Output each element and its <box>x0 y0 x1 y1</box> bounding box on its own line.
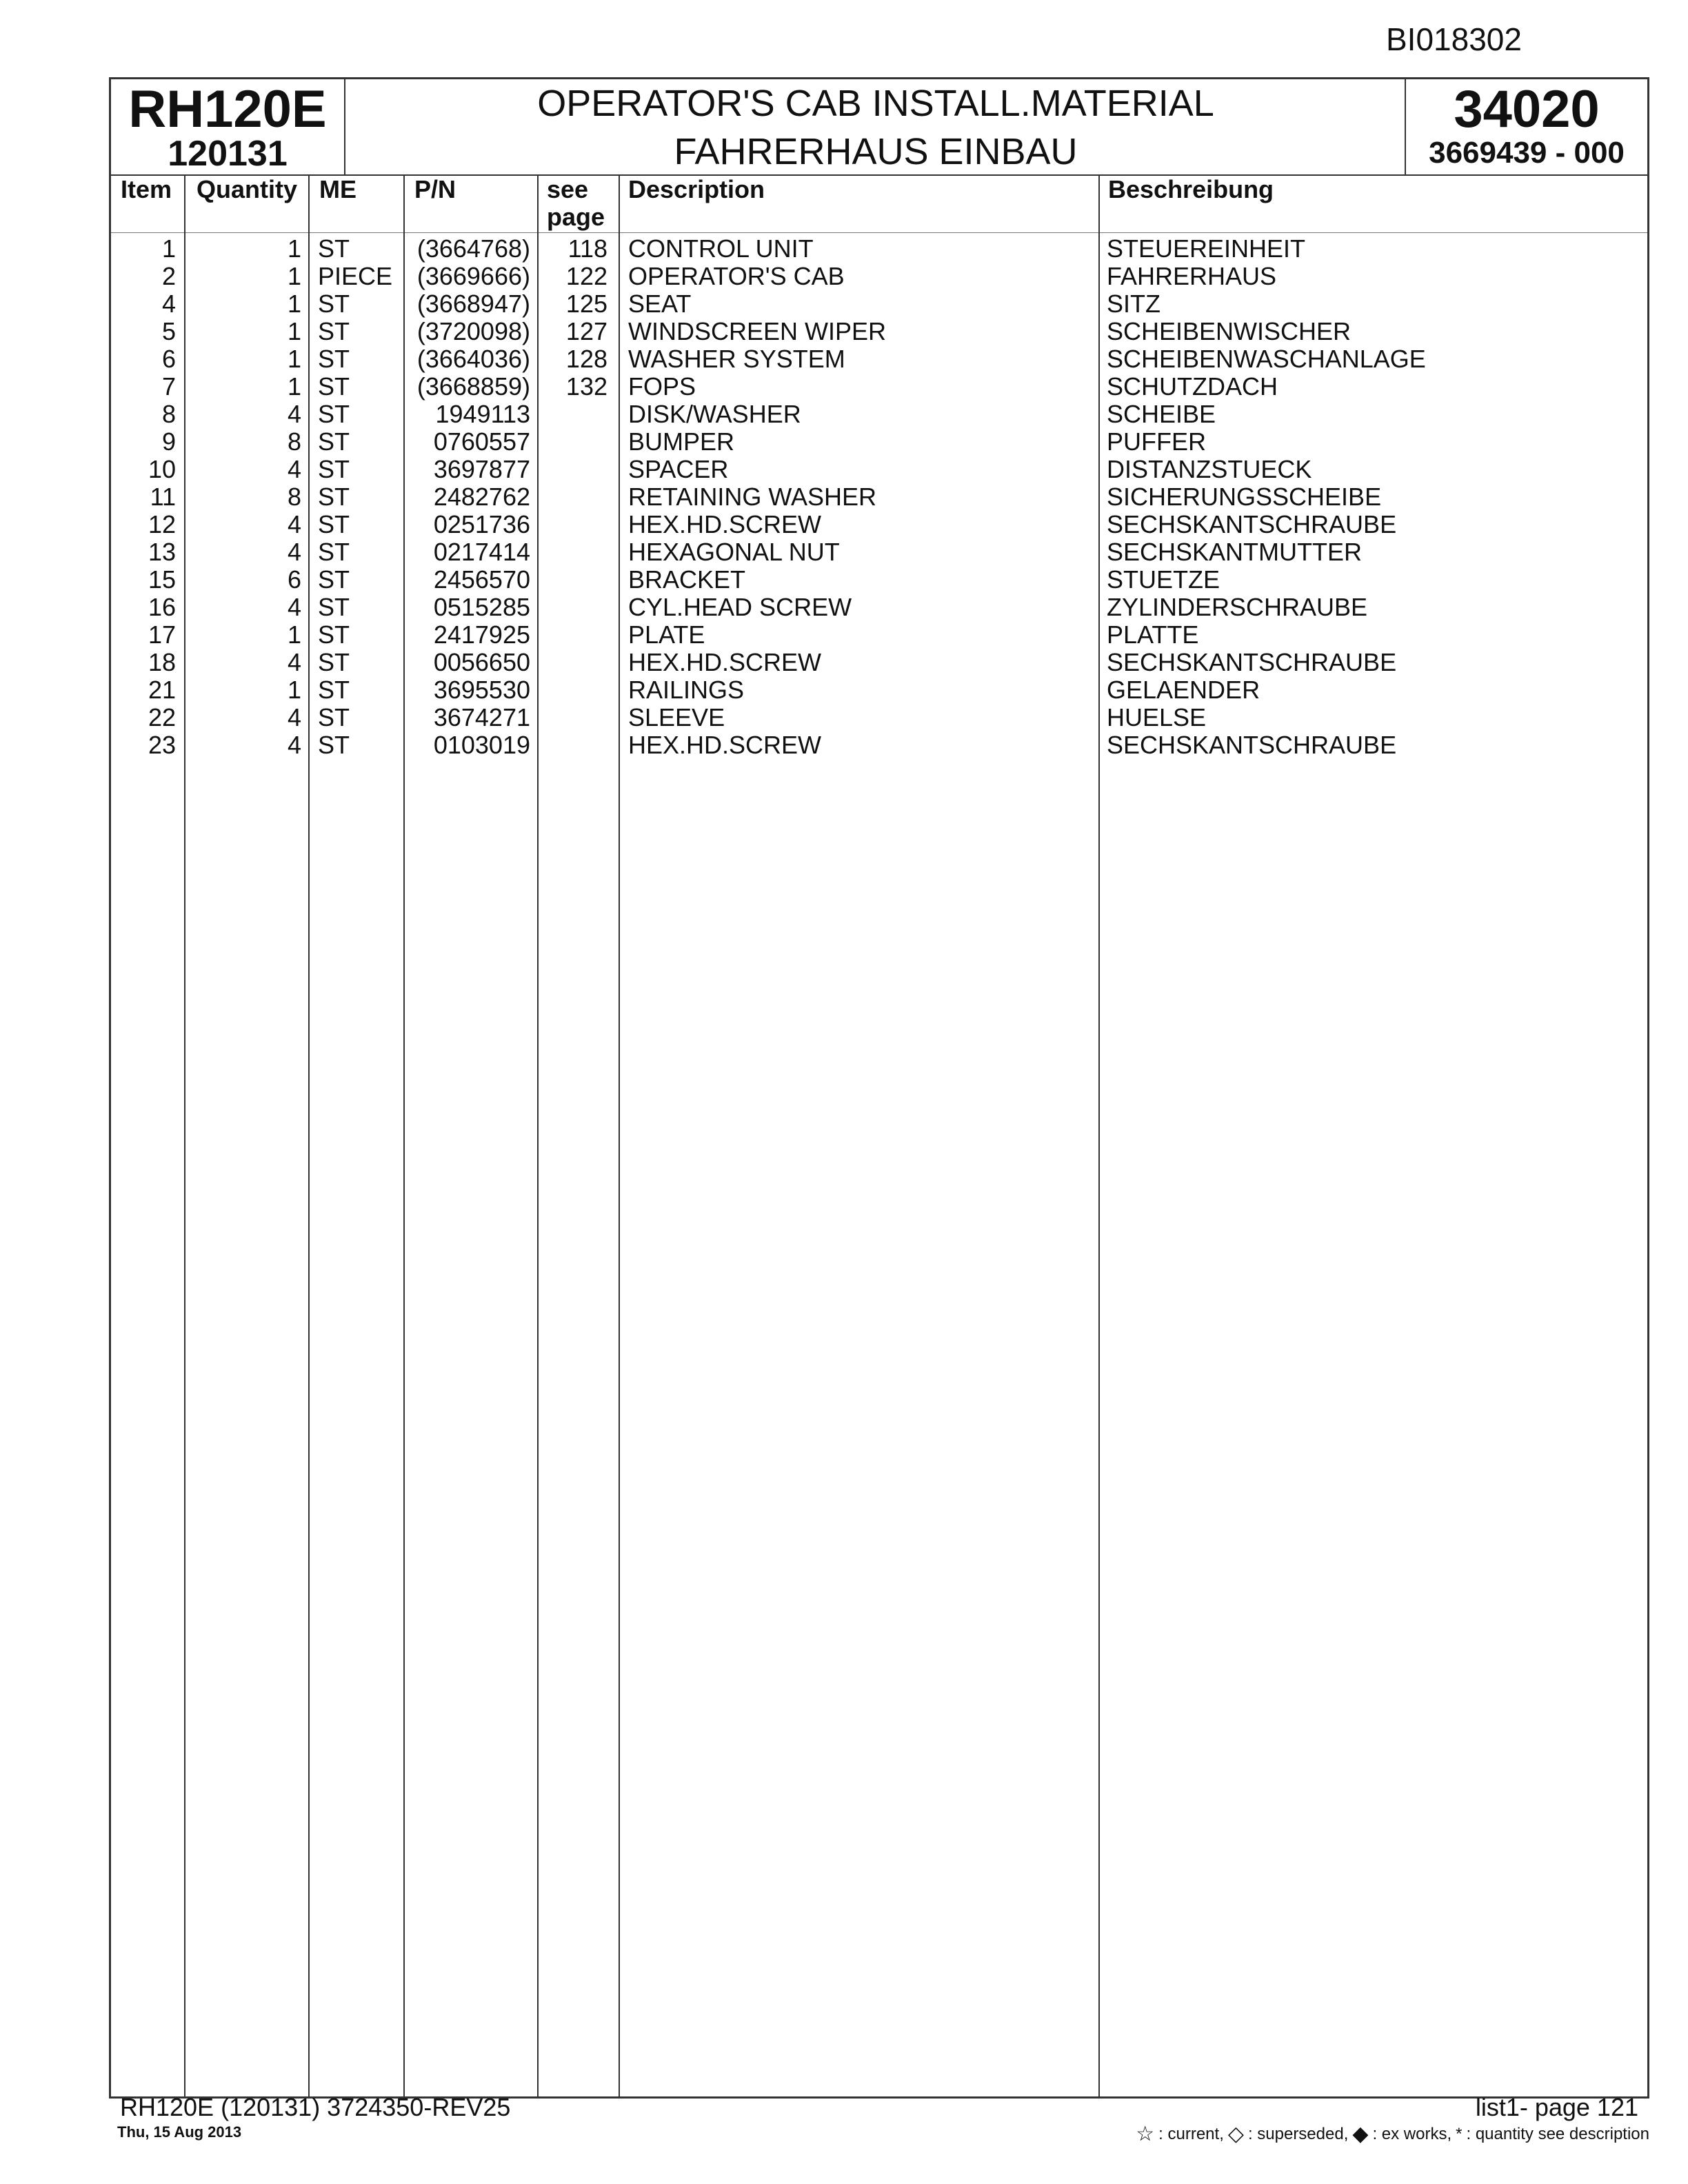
cell-beschreibung: SECHSKANTSCHRAUBE <box>1107 731 1397 759</box>
table-row <box>111 511 1647 538</box>
cell-item: 15 <box>148 565 176 594</box>
cell-item: 22 <box>148 703 176 731</box>
title-german: FAHRERHAUS EINBAU <box>674 131 1078 172</box>
legend-current: : current, <box>1158 2124 1224 2143</box>
cell-description: HEX.HD.SCREW <box>628 510 822 538</box>
cell-quantity: 1 <box>287 345 301 373</box>
legend-ex-works: : ex works, <box>1372 2124 1452 2143</box>
footer-page-reference: list1- page 121 <box>1475 2093 1638 2121</box>
cell-beschreibung: FAHRERHAUS <box>1107 262 1277 290</box>
cell-item: 9 <box>161 427 176 456</box>
cell-me: ST <box>318 565 350 594</box>
table-row <box>111 401 1647 428</box>
cell-quantity: 1 <box>287 290 301 318</box>
legend-superseded: : superseded, <box>1247 2124 1349 2143</box>
cell-part-number: 0056650 <box>433 648 530 676</box>
cell-beschreibung: SECHSKANTMUTTER <box>1107 538 1363 566</box>
table-row <box>111 428 1647 456</box>
cell-part-number: (3664768) <box>416 234 530 263</box>
cell-beschreibung: DISTANZSTUECK <box>1107 455 1312 483</box>
cell-part-number: (3668947) <box>416 290 530 318</box>
cell-description: WINDSCREEN WIPER <box>628 317 887 345</box>
table-row <box>111 345 1647 373</box>
title-english: OPERATOR'S CAB INSTALL.MATERIAL <box>537 83 1214 124</box>
cell-me: ST <box>318 234 350 263</box>
col-header-description: Description <box>628 175 765 203</box>
cell-beschreibung: ZYLINDERSCHRAUBE <box>1107 593 1368 621</box>
cell-part-number: 0515285 <box>433 593 530 621</box>
cell-item: 17 <box>148 620 176 649</box>
cell-part-number: 2417925 <box>433 620 530 649</box>
cell-beschreibung: GELAENDER <box>1107 676 1260 704</box>
cell-me: ST <box>318 648 350 676</box>
cell-beschreibung: PLATTE <box>1107 620 1199 649</box>
legend-quantity-note: : quantity see description <box>1466 2124 1649 2143</box>
cell-me: ST <box>318 538 350 566</box>
diamond-filled-icon: ◆ <box>1352 2123 1369 2145</box>
cell-quantity: 4 <box>287 593 301 621</box>
assembly-part-number: 3669439 - 000 <box>1429 136 1625 170</box>
cell-item: 7 <box>161 372 176 401</box>
cell-part-number: (3720098) <box>416 317 530 345</box>
cell-quantity: 4 <box>287 648 301 676</box>
cell-item: 13 <box>148 538 176 566</box>
cell-quantity: 1 <box>287 676 301 704</box>
col-header-see-page <box>547 176 605 231</box>
cell-part-number: 2482762 <box>433 483 530 511</box>
cell-see-page: 132 <box>565 372 607 401</box>
cell-item: 4 <box>161 290 176 318</box>
cell-description: DISK/WASHER <box>628 400 801 428</box>
cell-me: ST <box>318 400 350 428</box>
cell-me: ST <box>318 317 350 345</box>
cell-part-number: 2456570 <box>433 565 530 594</box>
cell-description: RAILINGS <box>628 676 745 704</box>
cell-description: HEXAGONAL NUT <box>628 538 840 566</box>
cell-me: PIECE <box>318 262 393 290</box>
cell-quantity: 8 <box>287 427 301 456</box>
cell-beschreibung: SCHEIBENWISCHER <box>1107 317 1352 345</box>
table-row <box>111 263 1647 290</box>
cell-part-number: 0760557 <box>433 427 530 456</box>
cell-beschreibung: STUETZE <box>1107 565 1220 594</box>
cell-quantity: 4 <box>287 400 301 428</box>
table-row <box>111 594 1647 621</box>
cell-item: 21 <box>148 676 176 704</box>
col-header-see: see <box>547 175 589 203</box>
cell-part-number: 0251736 <box>433 510 530 538</box>
cell-quantity: 6 <box>287 565 301 594</box>
cell-me: ST <box>318 483 350 511</box>
cell-description: CONTROL UNIT <box>628 234 814 263</box>
cell-me: ST <box>318 620 350 649</box>
cell-item: 11 <box>150 483 176 511</box>
cell-quantity: 4 <box>287 510 301 538</box>
cell-description: WASHER SYSTEM <box>628 345 845 373</box>
cell-quantity: 1 <box>287 620 301 649</box>
cell-beschreibung: PUFFER <box>1107 427 1206 456</box>
cell-description: PLATE <box>628 620 705 649</box>
table-row <box>111 649 1647 676</box>
cell-quantity: 4 <box>287 703 301 731</box>
cell-beschreibung: SITZ <box>1107 290 1160 318</box>
cell-me: ST <box>318 455 350 483</box>
cell-part-number: (3669666) <box>416 262 530 290</box>
cell-me: ST <box>318 427 350 456</box>
cell-beschreibung: SECHSKANTSCHRAUBE <box>1107 648 1397 676</box>
cell-description: SEAT <box>628 290 692 318</box>
diamond-outline-icon: ◇ <box>1227 2123 1244 2145</box>
cell-beschreibung: STEUEREINHEIT <box>1107 234 1306 263</box>
table-row <box>111 318 1647 345</box>
cell-beschreibung: HUELSE <box>1107 703 1207 731</box>
asterisk-icon: * <box>1456 2124 1463 2143</box>
col-header-pn: P/N <box>414 175 456 203</box>
cell-beschreibung: SECHSKANTSCHRAUBE <box>1107 510 1397 538</box>
cell-quantity: 8 <box>287 483 301 511</box>
cell-item: 8 <box>161 400 176 428</box>
table-row <box>111 704 1647 731</box>
cell-item: 6 <box>161 345 176 373</box>
table-row <box>111 483 1647 511</box>
cell-item: 16 <box>148 593 176 621</box>
document-id: BI018302 <box>1386 21 1522 57</box>
cell-see-page: 127 <box>565 317 607 345</box>
cell-description: SLEEVE <box>628 703 725 731</box>
cell-beschreibung: SCHEIBE <box>1107 400 1216 428</box>
serial-number: 120131 <box>168 134 288 174</box>
cell-me: ST <box>318 345 350 373</box>
cell-description: BUMPER <box>628 427 735 456</box>
cell-item: 18 <box>148 648 176 676</box>
cell-quantity: 4 <box>287 455 301 483</box>
cell-me: ST <box>318 372 350 401</box>
table-row <box>111 566 1647 594</box>
table-row <box>111 621 1647 649</box>
cell-description: BRACKET <box>628 565 746 594</box>
cell-me: ST <box>318 290 350 318</box>
cell-description: RETAINING WASHER <box>628 483 877 511</box>
parts-list-frame <box>109 77 1649 2099</box>
cell-me: ST <box>318 510 350 538</box>
cell-quantity: 4 <box>287 731 301 759</box>
cell-description: SPACER <box>628 455 729 483</box>
col-header-quantity: Quantity <box>197 175 298 203</box>
cell-see-page: 118 <box>567 234 607 263</box>
cell-item: 2 <box>161 262 176 290</box>
cell-description: CYL.HEAD SCREW <box>628 593 852 621</box>
cell-beschreibung: SICHERUNGSSCHEIBE <box>1107 483 1382 511</box>
cell-see-page: 125 <box>565 290 607 318</box>
group-number: 34020 <box>1454 80 1600 139</box>
col-header-item: Item <box>121 175 172 203</box>
model-name: RH120E <box>128 80 327 139</box>
column-header-rule <box>111 232 1647 233</box>
cell-part-number: 3697877 <box>433 455 530 483</box>
cell-description: HEX.HD.SCREW <box>628 731 822 759</box>
star-outline-icon: ☆ <box>1136 2123 1155 2145</box>
cell-item: 12 <box>148 510 176 538</box>
table-row <box>111 538 1647 566</box>
table-row <box>111 731 1647 759</box>
cell-part-number: 0217414 <box>433 538 530 566</box>
cell-part-number: 0103019 <box>433 731 530 759</box>
cell-part-number: (3668859) <box>416 372 530 401</box>
cell-me: ST <box>318 731 350 759</box>
table-row <box>111 373 1647 401</box>
cell-description: FOPS <box>628 372 696 401</box>
cell-me: ST <box>318 703 350 731</box>
cell-me: ST <box>318 676 350 704</box>
cell-description: OPERATOR'S CAB <box>628 262 845 290</box>
cell-quantity: 1 <box>287 372 301 401</box>
cell-beschreibung: SCHEIBENWASCHANLAGE <box>1107 345 1426 373</box>
cell-item: 1 <box>161 234 176 263</box>
cell-quantity: 1 <box>287 262 301 290</box>
table-row <box>111 235 1647 263</box>
col-header-beschreibung: Beschreibung <box>1108 175 1274 203</box>
cell-part-number: 1949113 <box>435 400 530 428</box>
cell-see-page: 122 <box>565 262 607 290</box>
table-row <box>111 676 1647 704</box>
footer-date: Thu, 15 Aug 2013 <box>117 2123 242 2141</box>
col-header-page: page <box>547 203 605 231</box>
cell-item: 23 <box>148 731 176 759</box>
cell-description: HEX.HD.SCREW <box>628 648 822 676</box>
col-header-me: ME <box>319 175 356 203</box>
cell-quantity: 4 <box>287 538 301 566</box>
cell-see-page: 128 <box>565 345 607 373</box>
cell-quantity: 1 <box>287 234 301 263</box>
cell-part-number: 3695530 <box>433 676 530 704</box>
cell-item: 5 <box>161 317 176 345</box>
cell-quantity: 1 <box>287 317 301 345</box>
footer-document-reference: RH120E (120131) 3724350-REV25 <box>120 2093 511 2121</box>
cell-part-number: (3664036) <box>416 345 530 373</box>
cell-item: 10 <box>148 455 176 483</box>
cell-part-number: 3674271 <box>433 703 530 731</box>
cell-me: ST <box>318 593 350 621</box>
table-row <box>111 456 1647 483</box>
symbol-legend <box>1136 2122 1649 2146</box>
cell-beschreibung: SCHUTZDACH <box>1107 372 1278 401</box>
table-row <box>111 290 1647 318</box>
